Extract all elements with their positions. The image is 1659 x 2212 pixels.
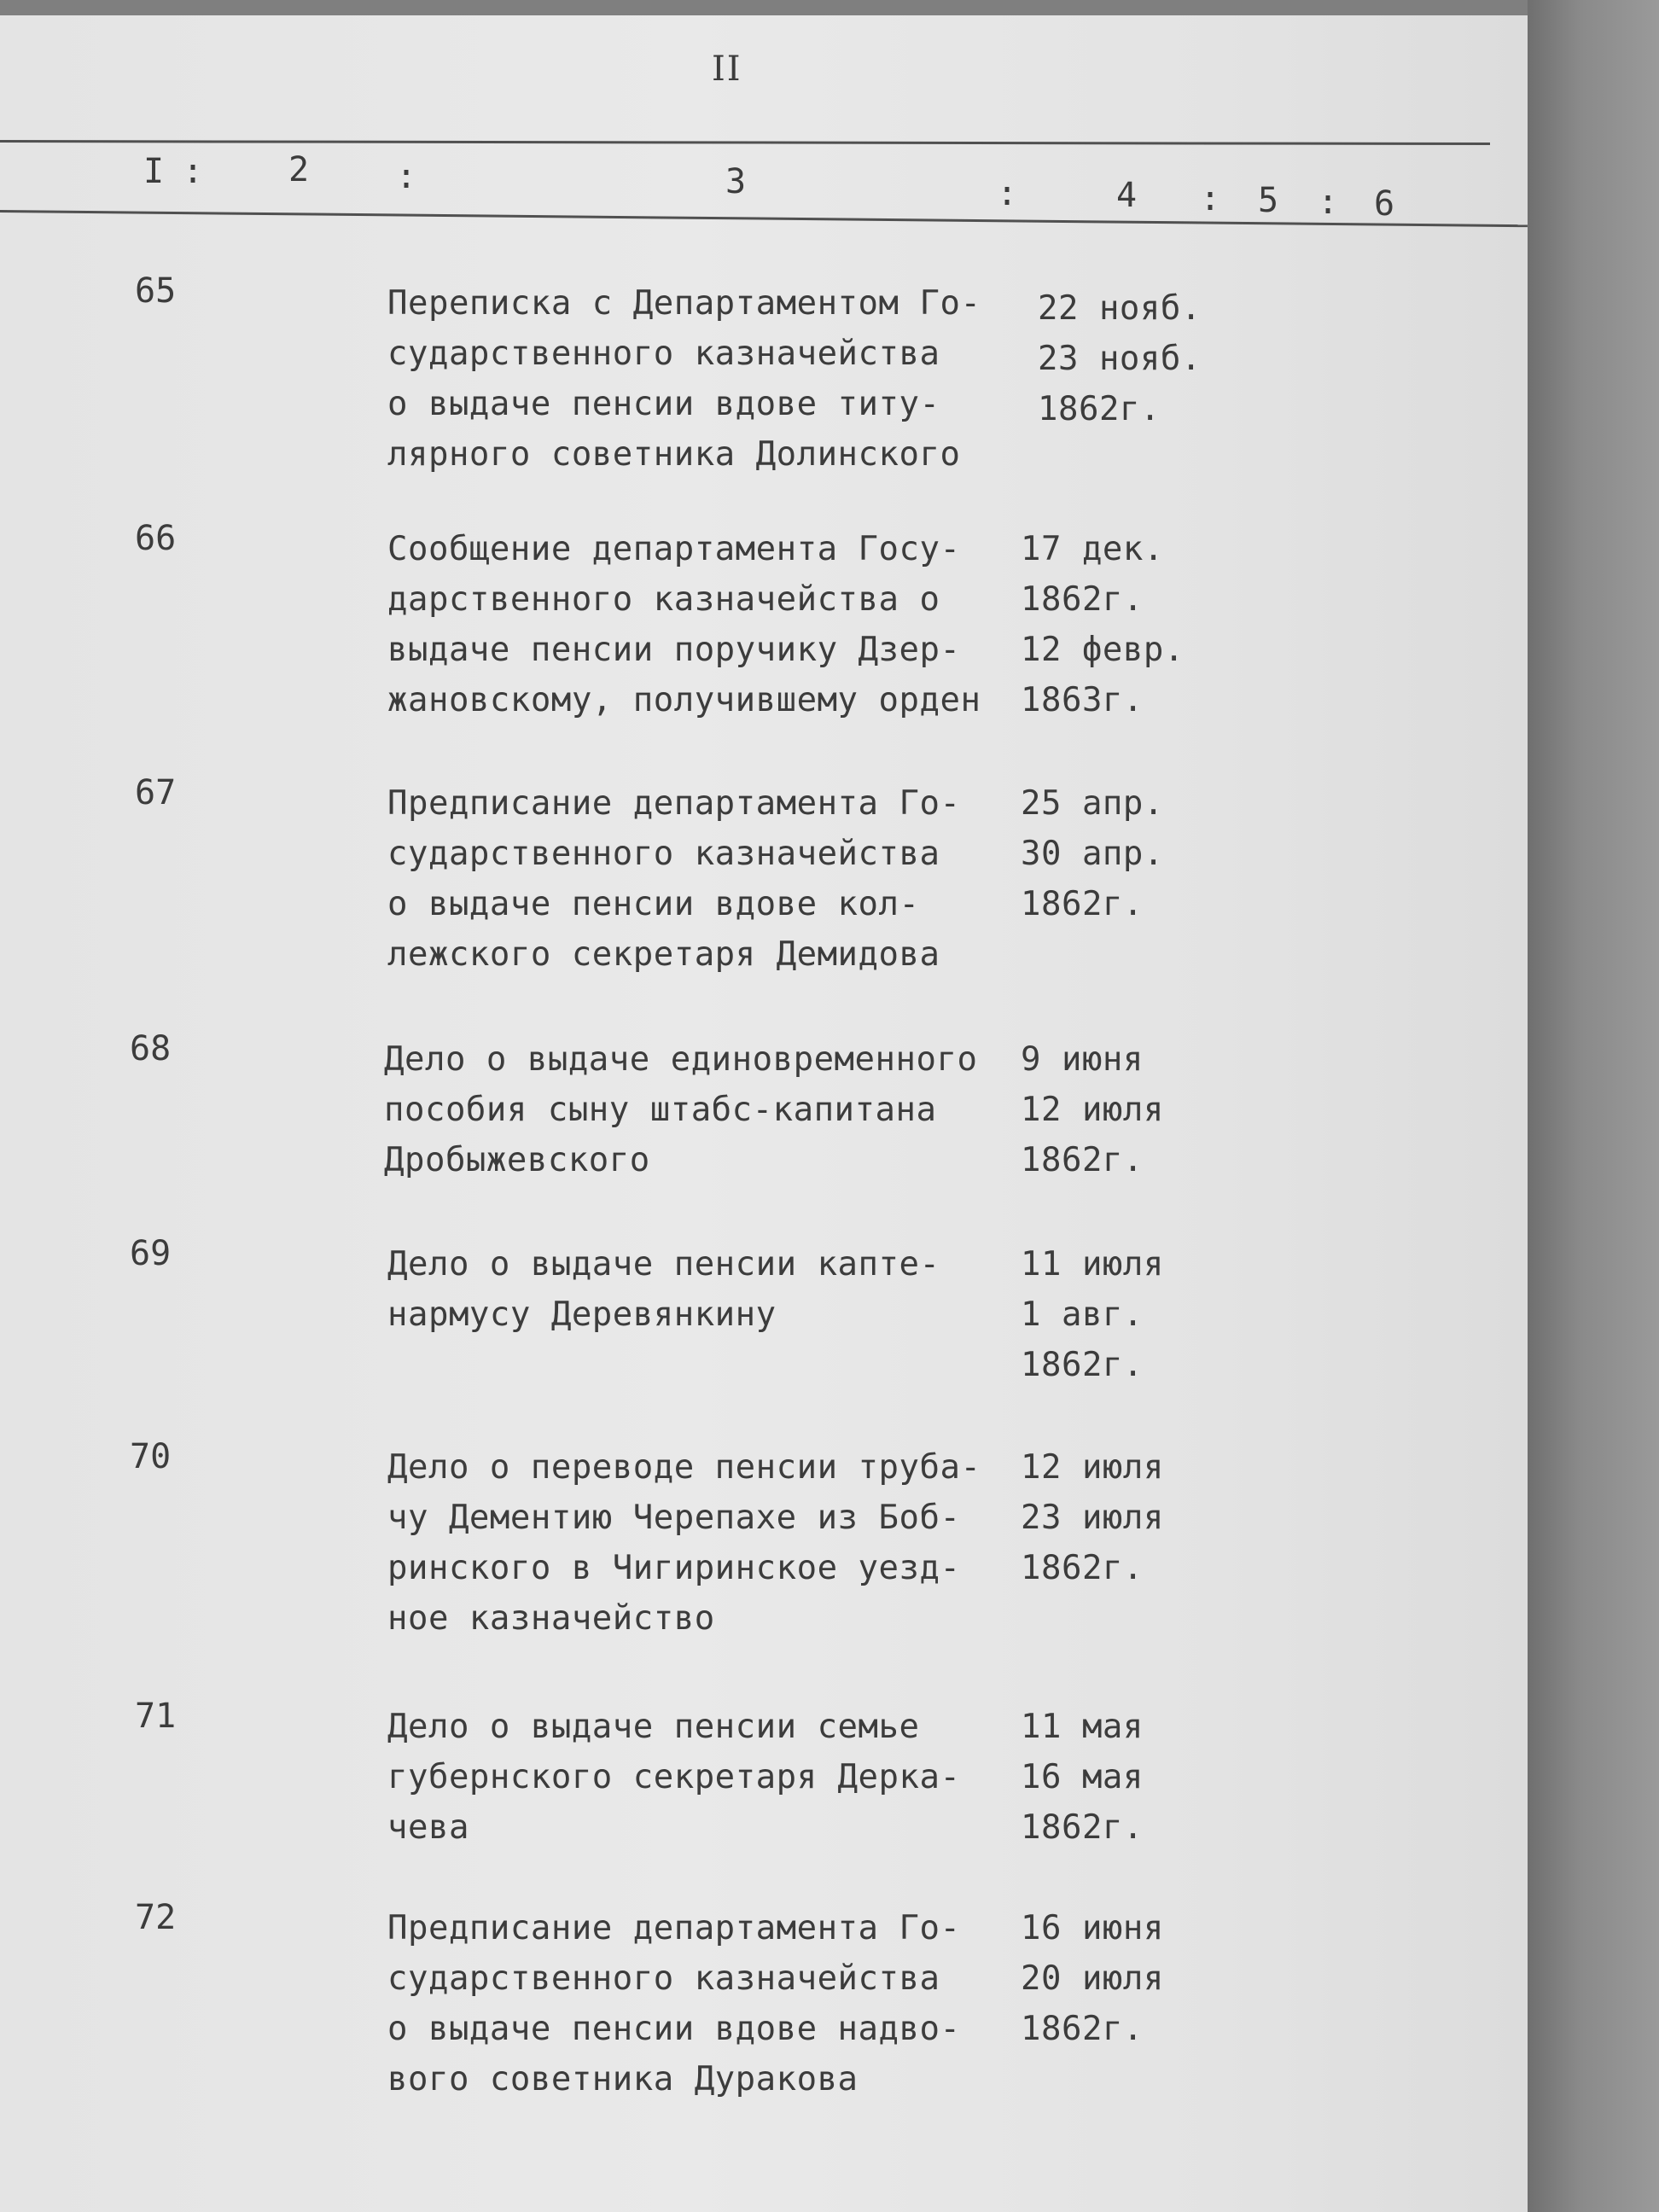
description-line: ное казначейство: [387, 1599, 715, 1638]
column-header-sep: :: [183, 152, 204, 191]
date-line: 1 авг.: [1021, 1295, 1144, 1334]
description-line: Дело о переводе пенсии труба-: [387, 1448, 981, 1487]
entry-dates: [1021, 524, 1185, 725]
description-line: сударственного казначейства: [387, 335, 940, 373]
entry-number: 71: [135, 1697, 177, 1736]
description-line: Переписка с Департаментом Го-: [387, 284, 981, 323]
description-line: выдаче пенсии поручику Дзер-: [387, 631, 961, 669]
date-line: 9 июня: [1021, 1040, 1144, 1079]
date-line: 16 июня: [1021, 1909, 1164, 1947]
entry-dates: [1038, 283, 1202, 434]
description-line: сударственного казначейства: [387, 1959, 940, 1998]
entry-dates: [1021, 1034, 1164, 1185]
entry-number: 65: [135, 271, 177, 311]
entry-dates: [1021, 1442, 1164, 1593]
description-line: о выдаче пенсии вдове надво-: [387, 2010, 961, 2048]
entry-number: 66: [135, 519, 177, 558]
date-line: 1862г.: [1021, 1549, 1144, 1587]
description-line: лярного советника Долинского: [387, 435, 961, 474]
date-line: 1862г.: [1038, 390, 1161, 428]
description-line: чу Дементию Черепахе из Боб-: [387, 1499, 961, 1537]
date-line: 12 июля: [1021, 1448, 1164, 1487]
date-line: 30 апр.: [1021, 835, 1164, 873]
column-header-2: 2: [288, 150, 310, 189]
scan-shadow: [1528, 0, 1659, 2212]
column-header-sep: :: [396, 157, 417, 196]
entry-description: [387, 278, 1019, 480]
description-line: лежского секретаря Демидова: [387, 935, 940, 974]
date-line: 1862г.: [1021, 2010, 1144, 2048]
entry-description: [384, 1034, 1016, 1185]
entry-description: [387, 778, 1019, 980]
date-line: 17 дек.: [1021, 530, 1164, 568]
date-line: 11 июля: [1021, 1245, 1164, 1284]
date-line: 12 июля: [1021, 1091, 1164, 1129]
description-line: сударственного казначейства: [387, 835, 940, 873]
date-line: 1862г.: [1021, 1808, 1144, 1847]
entry-number: 70: [130, 1437, 172, 1476]
description-line: Сообщение департамента Госу-: [387, 530, 961, 568]
description-line: вого советника Дуракова: [387, 2060, 859, 2098]
description-line: Дело о выдаче пенсии капте-: [387, 1245, 940, 1284]
date-line: 1862г.: [1021, 1141, 1144, 1179]
date-line: 1862г.: [1021, 885, 1144, 923]
description-line: Дело о выдаче пенсии семье: [387, 1708, 920, 1746]
description-line: жановскому, получившему орден: [387, 681, 981, 719]
date-line: 16 мая: [1021, 1758, 1144, 1796]
entry-description: [387, 1442, 1019, 1644]
date-line: 20 июля: [1021, 1959, 1164, 1998]
entry-description: [387, 1702, 1019, 1853]
date-line: 22 нояб.: [1038, 289, 1202, 328]
date-line: 23 июля: [1021, 1499, 1164, 1537]
description-line: ринского в Чигиринское уезд-: [387, 1549, 961, 1587]
entry-dates: [1021, 1702, 1144, 1853]
date-line: 1862г.: [1021, 1346, 1144, 1384]
description-line: Предписание департамента Го-: [387, 784, 961, 823]
description-line: дарственного казначейства о: [387, 580, 940, 619]
entry-number: 72: [135, 1898, 177, 1937]
entry-number: 69: [130, 1234, 172, 1273]
entry-number: 68: [130, 1029, 172, 1068]
date-line: 1863г.: [1021, 681, 1144, 719]
description-line: чева: [387, 1808, 469, 1847]
date-line: 12 февр.: [1021, 631, 1185, 669]
page-number: II: [712, 49, 742, 89]
entry-description: [387, 524, 1019, 725]
description-line: Предписание департамента Го-: [387, 1909, 961, 1947]
column-header-sep: :: [1318, 183, 1339, 222]
description-line: о выдаче пенсии вдове кол-: [387, 885, 920, 923]
entry-description: [387, 1239, 1019, 1340]
column-header-sep: :: [1200, 179, 1221, 218]
column-header-1: I: [143, 152, 165, 191]
description-line: пособия сыну штабс-капитана: [384, 1091, 937, 1129]
entry-dates: [1021, 1903, 1164, 2054]
column-header-6: 6: [1374, 184, 1395, 224]
date-line: 11 мая: [1021, 1708, 1144, 1746]
column-header-3: 3: [725, 162, 747, 201]
description-line: Дробыжевского: [384, 1141, 650, 1179]
entry-dates: [1021, 778, 1164, 929]
description-line: Дело о выдаче единовременного: [384, 1040, 978, 1079]
description-line: нармусу Деревянкину: [387, 1295, 777, 1334]
date-line: 1862г.: [1021, 580, 1144, 619]
entry-number: 67: [135, 773, 177, 812]
entry-description: [387, 1903, 1019, 2104]
entry-dates: [1021, 1239, 1164, 1390]
date-line: 25 апр.: [1021, 784, 1164, 823]
description-line: губернского секретаря Дерка-: [387, 1758, 961, 1796]
column-header-sep: :: [997, 174, 1018, 213]
column-header-4: 4: [1116, 176, 1138, 215]
column-header-5: 5: [1258, 181, 1279, 220]
date-line: 23 нояб.: [1038, 340, 1202, 378]
description-line: о выдаче пенсии вдове титу-: [387, 385, 940, 423]
